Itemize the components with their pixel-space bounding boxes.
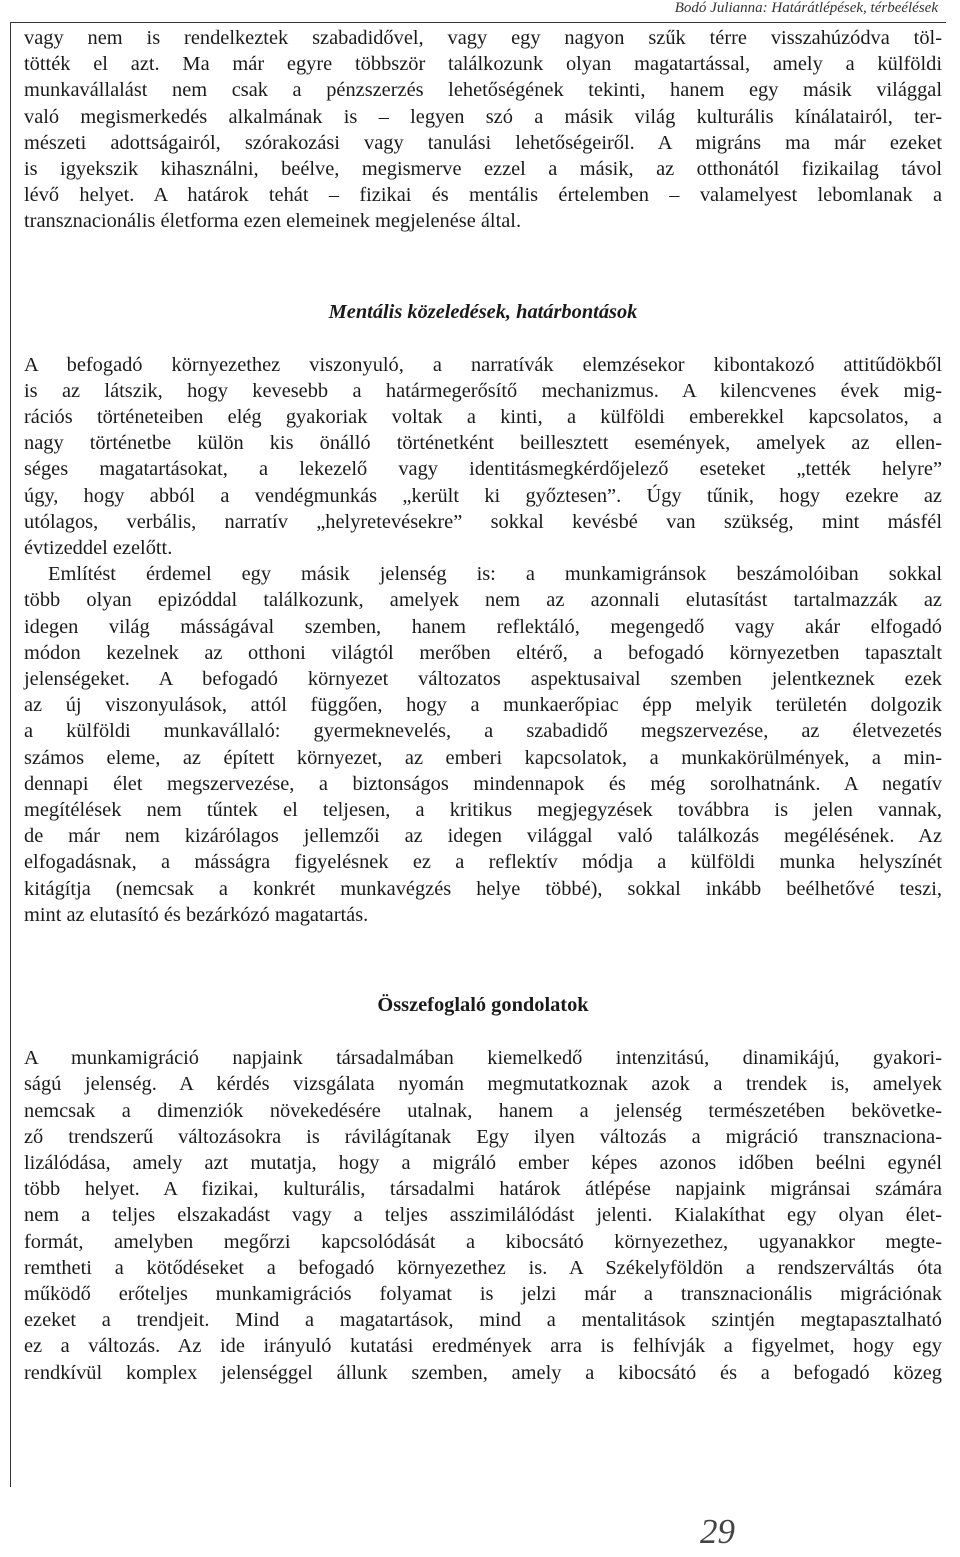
text-line: dennapi élet megszervezése, a biztonságos mindennapok és még sorolhatnánk. A negatív	[24, 772, 942, 795]
text-line: rációs történeteiben elég gyakoriak voltak a kinti, a külföldi emberekkel kapcsolatos, a	[24, 406, 942, 429]
text-line: munkavállalást nem csak a pénzszerzés lehetőségének tekinti, hanem egy másik világgal	[24, 79, 942, 102]
text-line: is igyekszik kihasználni, beélve, megismerve ezzel a másik, az otthonától fizikailag távol	[24, 158, 942, 181]
text-line: kitágítja (nemcsak a konkrét munkavégzés helye többé), sokkal inkább beélhetővé teszi,	[24, 877, 942, 900]
text-line: több helyet. A fizikai, kulturális, társadalmi határok átlépése napjaink migránsai számára	[24, 1178, 942, 1201]
text-line: transznacionális életforma ezen elemeinek megjelenése által.	[24, 210, 522, 233]
text-line: tötték el azt. Ma már egyre többször találkozunk olyan magatartással, amely a külföldi	[24, 53, 942, 76]
text-line: az új viszonyulások, attól függően, hogy a munkaerőpiac épp melyik területén dolgozik	[24, 694, 942, 717]
section-heading-mental: Mentális közeledések, határbontások	[328, 300, 638, 323]
text-line: A munkamigráció napjaink társadalmában kiemelkedő intenzitású, dinamikájú, gyakori-	[24, 1047, 942, 1070]
text-line: utólagos, verbális, narratív „helyretevésekre” sokkal kevésbé van szükség, mint másfél	[24, 510, 942, 533]
intro-paragraph	[24, 25, 942, 235]
mental-paragraph-1	[24, 352, 942, 562]
text-line: vagy nem is rendelkeztek szabadidővel, vagy egy nagyon szűk térre visszahúzódva töl-	[24, 27, 942, 49]
text-line: séges magatartásokat, a lekezelő vagy identitásmegkérdőjelező eseteket „tették helyre”	[24, 458, 942, 481]
text-line: ezeket a trendjeit. Mind a magatartások, mind a mentalitások szintjén megtapasztalható	[24, 1309, 942, 1332]
text-line: a külföldi munkavállaló: gyermeknevelés, a szabadidő megszervezése, az életvezetés	[24, 720, 942, 743]
text-line: ző trendszerű változásokra is rávilágítanak Egy ilyen változás a migráció transznaciona-	[24, 1125, 942, 1148]
text-line: működő erőteljes munkamigrációs folyamat is jelzi már a transznacionális migrációnak	[24, 1282, 942, 1305]
text-line: mészeti adottságairól, szórakozási vagy tanulási lehetőségeiről. A migráns ma már ezeket	[24, 131, 942, 154]
text-line: több olyan epizóddal találkozunk, amelyek nem az azonnali elutasítást tartalmazzák az	[24, 589, 942, 612]
text-line: való megismerkedés alkalmának is – legyen szó a másik világ kulturális kínálatairól, ter-	[24, 105, 942, 128]
text-line: elfogadásnak, a másságra figyelésnek ez a reflektív módja a külföldi munka helyszínét	[24, 851, 942, 874]
text-line: mint az elutasító és bezárkózó magatartás.	[24, 903, 369, 926]
text-line: de már nem kizárólagos jellemzői az idegen világgal való találkozás megélésének. Az	[24, 825, 942, 848]
text-line: számos eleme, az épített környezet, az emberi kapcsolatok, a munkakörülmények, a min-	[24, 746, 942, 769]
page-body	[24, 25, 942, 1386]
running-head: Bodó Julianna: Határátlépések, térbeélések	[674, 0, 938, 16]
text-line: ez a változás. Az ide irányuló kutatási eredmények arra is felhívják a figyelmet, hogy egy	[24, 1335, 942, 1358]
text-line: nemcsak a dimenziók növekedésére utalnak, hanem a jelenség természetében bekövetke-	[24, 1099, 942, 1122]
text-line: A befogadó környezethez viszonyuló, a narratívák elemzésekor kibontakozó attitűdökből	[24, 353, 942, 376]
summary-paragraph	[24, 1045, 942, 1386]
text-line: nagy történetbe külön kis önálló történetként beillesztett események, amelyek az ellen-	[24, 432, 942, 455]
text-line: ságú jelenség. A kérdés vizsgálata nyomán megmutatkoznak azok a trendek is, amelyek	[24, 1073, 942, 1096]
text-line: nem a teljes elszakadást vagy a teljes asszimilálódást jelenti. Kialakíthat egy olyan élet-	[24, 1204, 942, 1227]
text-line: formát, amelyben megőrzi kapcsolódását a kibocsátó környezethez, ugyanakkor megte-	[24, 1230, 942, 1253]
text-line: lizálódása, amely azt mutatja, hogy a migráló ember képes azonos időben beélni egynél	[24, 1151, 942, 1174]
text-line: remtheti a kötődéseket a befogadó környezethez is. A Székelyföldön a rendszerváltás óta	[24, 1256, 942, 1279]
text-line: jelenségeket. A befogadó környezet változatos aspektusaival szemben jelentkeznek ezek	[24, 668, 942, 691]
page-number: 29	[700, 1512, 735, 1551]
left-margin-rule	[10, 22, 11, 1487]
mental-paragraph-2	[24, 561, 942, 928]
text-line: Említést érdemel egy másik jelenség is: a munkamigránsok beszámolóiban sokkal	[48, 563, 942, 586]
text-line: módon kezelnek az otthoni világtól merőben eltérő, a befogadó környezetben tapasztalt	[24, 641, 942, 664]
section-heading-summary: Összefoglaló gondolatok	[377, 994, 589, 1017]
text-line: megítélések nem tűntek el teljesen, a kritikus megjegyzések továbbra is jelen vannak,	[24, 799, 942, 822]
text-line: lévő helyet. A határok tehát – fizikai és mentális értelemben – valamelyest lebomlanak a	[24, 184, 942, 207]
text-line: idegen világ másságával szemben, hanem reflektáló, megengedő vagy akár elfogadó	[24, 615, 942, 638]
text-line: is az látszik, hogy kevesebb a határmegerősítő mechanizmus. A kilencvenes évek mig-	[24, 379, 942, 402]
text-line: rendkívül komplex jelenséggel állunk szemben, amely a kibocsátó és a befogadó közeg	[24, 1361, 942, 1384]
header-rule	[10, 22, 946, 23]
text-line: úgy, hogy abból a vendégmunkás „került ki győztesen”. Úgy tűnik, hogy ezekre az	[24, 484, 942, 507]
text-line: évtizeddel ezelőtt.	[24, 537, 173, 560]
